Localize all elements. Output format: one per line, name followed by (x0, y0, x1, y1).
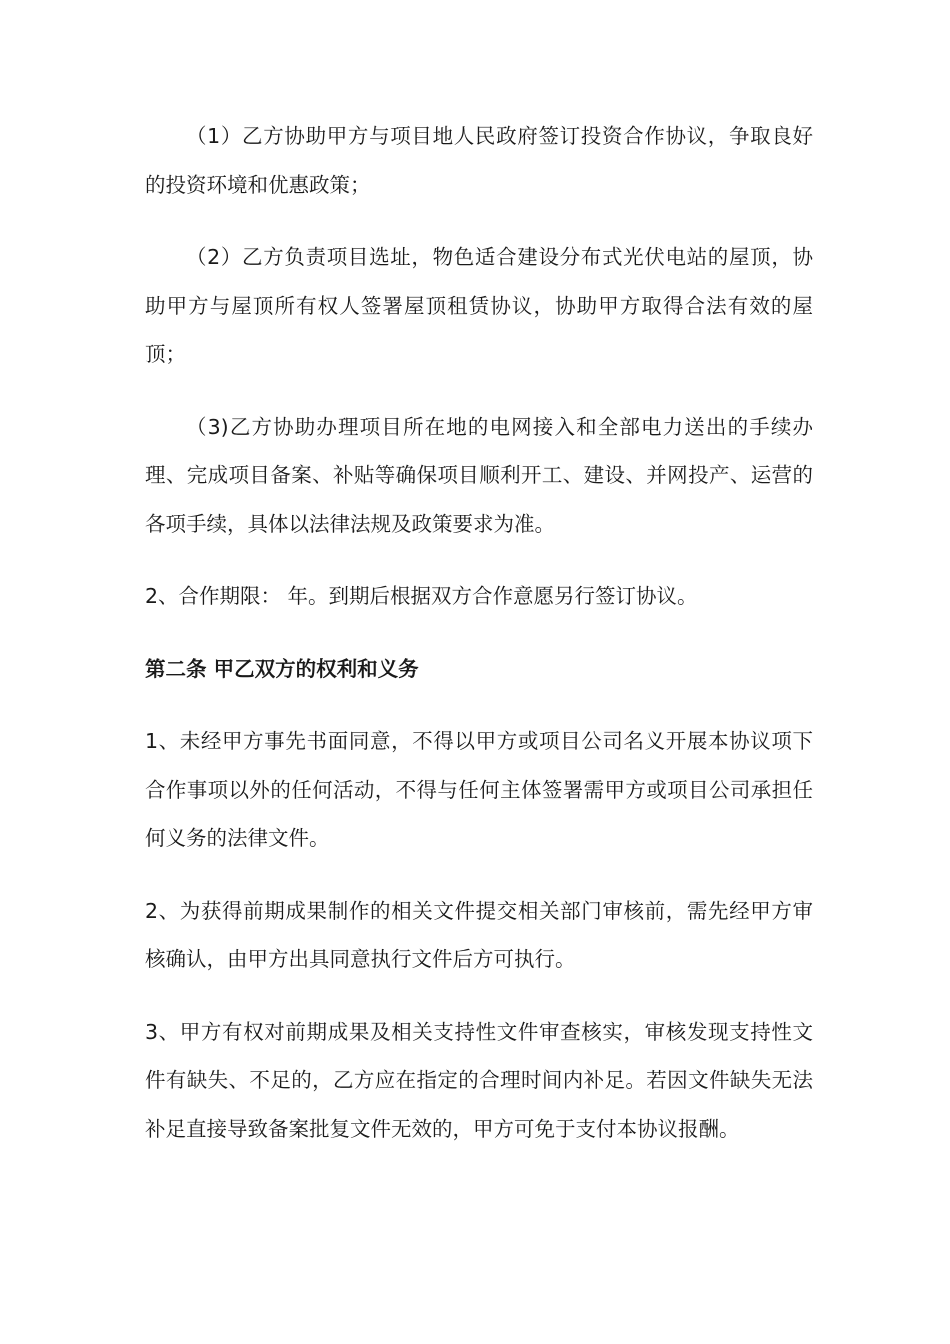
obligation-item-2: 2、为获得前期成果制作的相关文件提交相关部门审核前，需先经甲方审核确认，由甲方出具同意执行文件后方可执行。 (145, 898, 813, 971)
clause-item-1: （1）乙方协助甲方与项目地人民政府签订投资合作协议，争取良好的投资环境和优惠政策； (145, 124, 813, 197)
obligation-item-1: 1、未经甲方事先书面同意，不得以甲方或项目公司名义开展本协议项下合作事项以外的任何活动，不得与任何主体签署需甲方或项目公司承担任何义务的法律文件。 (145, 729, 813, 850)
clause-item-2: （2）乙方负责项目选址，物色适合建设分布式光伏电站的屋顶，协助甲方与屋顶所有权人签署屋顶租赁协议，协助甲方取得合法有效的屋顶； (145, 245, 813, 366)
clause-item-3: （3)乙方协助办理项目所在地的电网接入和全部电力送出的手续办理、完成项目备案、补贴等确保项目顺利开工、建设、并网投产、运营的各项手续，具体以法律法规及政策要求为准。 (145, 414, 813, 536)
cooperation-term: 2、合作期限： 年。到期后根据双方合作意愿另行签订协议。 (145, 584, 698, 608)
document-page (145, 112, 813, 1177)
obligation-item-3: 3、甲方有权对前期成果及相关支持性文件审查核实，审核发现支持性文件有缺失、不足的，乙方应在指定的合理时间内补足。若因文件缺失无法补足直接导致备案批复文件无效的，甲方可免于支付本协议报酬。 (145, 1019, 813, 1141)
section-heading-article-2: 第二条 甲乙双方的权利和义务 (145, 656, 419, 681)
